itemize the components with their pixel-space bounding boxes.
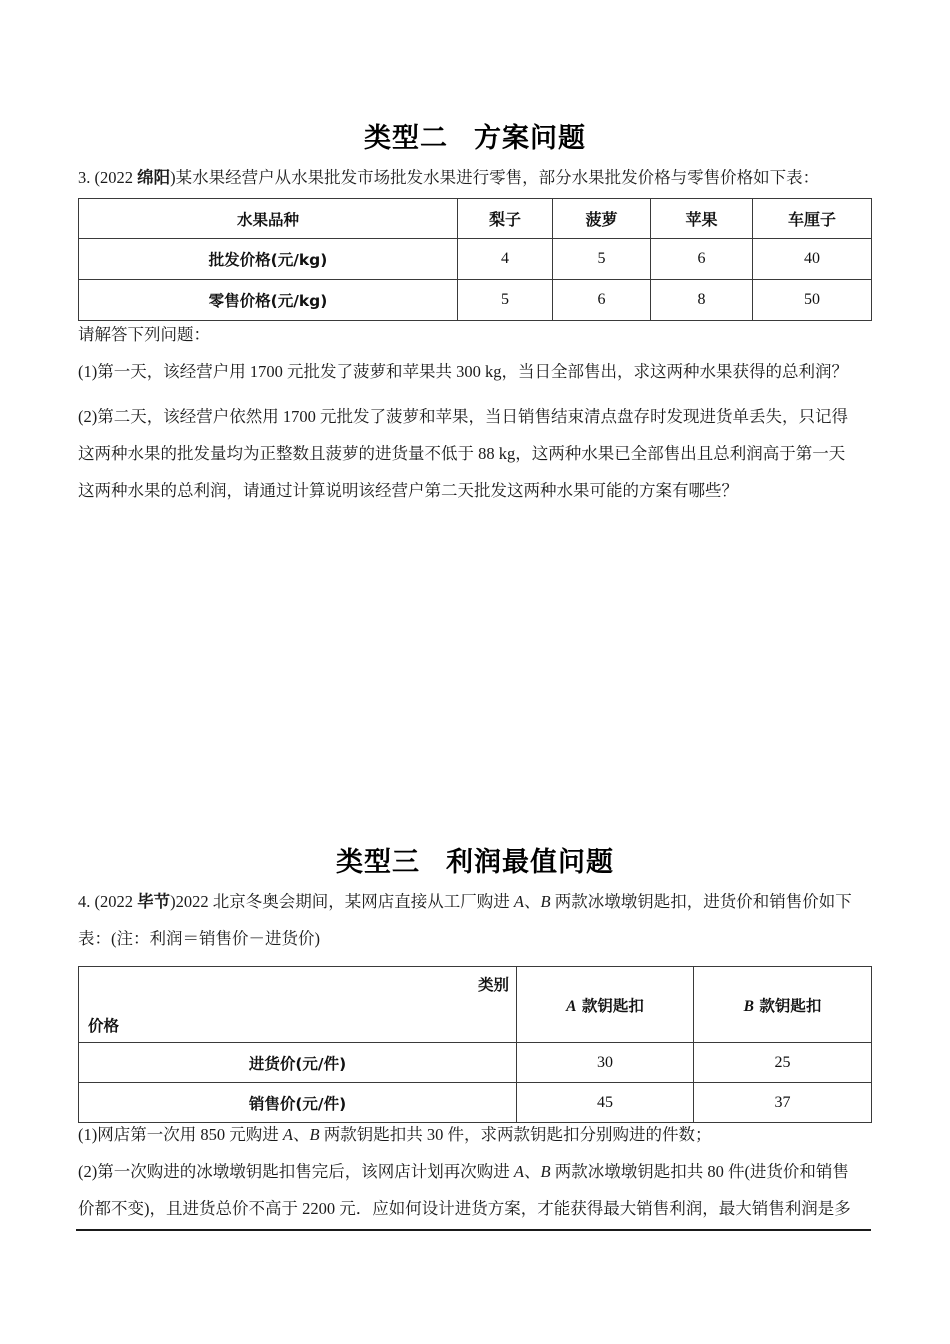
problem-4-source-city: 毕节 [137, 892, 171, 911]
keychain-table-row-1-label: 销售价(元/件) [79, 1083, 517, 1123]
problem-4-stem-line-2: 表：(注：利润＝销售价－进货价) [78, 929, 320, 948]
keychain-table-row-0-value-1: 25 [694, 1043, 872, 1083]
section-heading-type-two [0, 116, 950, 155]
problem-4-sub-2-var-a: A [513, 1162, 524, 1181]
table-row [79, 280, 872, 321]
problem-4-sub-2-a: (2)第一次购进的冰墩墩钥匙扣售完后，该网店计划再次购进 [78, 1162, 514, 1181]
problem-3-stem-text: 某水果经营户从水果批发市场批发水果进行零售，部分水果批发价格与零售价格如下表： [175, 168, 820, 187]
keychain-table-col-1 [694, 967, 872, 1043]
table-row [79, 1083, 872, 1123]
fruit-table-row-0-value-0: 4 [458, 239, 553, 280]
fruit-table-row-0-value-2: 6 [651, 239, 753, 280]
problem-4-sub-1-sep: 、 [292, 1125, 310, 1144]
keychain-table-col-1-var: B [743, 997, 754, 1015]
problem-3-source-city: 绵阳 [137, 168, 171, 187]
fruit-table-col-3: 车厘子 [753, 199, 872, 239]
fruit-table-col-0: 梨子 [458, 199, 553, 239]
fruit-table-row-1-value-3: 50 [753, 280, 872, 321]
fruit-table-row-0-label: 批发价格(元/kg) [79, 239, 458, 280]
problem-4-sub-2-line-2: 价都不变)，且进货总价不高于 2200 元．应如何设计进货方案，才能获得最大销售利润，最大销售利润是多 [78, 1199, 851, 1218]
fruit-table-col-2: 苹果 [651, 199, 753, 239]
problem-4-source-suffix: ) [170, 892, 176, 911]
problem-3-sub-2-line-3: 这两种水果的总利润，请通过计算说明该经营户第二天批发这两种水果可能的方案有哪些？ [78, 481, 738, 500]
keychain-table-row-0-label: 进货价(元/件) [79, 1043, 517, 1083]
fruit-table-row-1-value-2: 8 [651, 280, 753, 321]
fruit-price-table [78, 198, 872, 321]
table-row-header [79, 967, 872, 1043]
keychain-table-col-0-var: A [566, 997, 577, 1015]
problem-3-sub-1: (1)第一天，该经营户用 1700 元批发了菠萝和苹果共 300 kg，当日全部售出，求这两种水果获得的总利润？ [78, 362, 848, 381]
problem-4-stem-var-b: B [540, 892, 551, 911]
table-row-header [79, 199, 872, 239]
problem-3-sub-2-line-2: 这两种水果的批发量均为正整数且菠萝的进货量不低于 88 kg，这两种水果已全部售出且总利润高于第一天 [78, 444, 846, 463]
problem-3-source-prefix: (2022 [94, 168, 138, 187]
problem-3-source-suffix: ) [170, 168, 176, 187]
section-heading-type-three-left: 类型三 [336, 847, 420, 878]
fruit-table-row-0-value-1: 5 [553, 239, 651, 280]
section-heading-type-three [0, 840, 950, 879]
keychain-table-row-1-value-0: 45 [517, 1083, 694, 1123]
problem-4-sub-1-var-b: B [309, 1125, 320, 1144]
table-row [79, 1043, 872, 1083]
keychain-table-row-1-value-1: 37 [694, 1083, 872, 1123]
section-heading-type-three-right: 利润最值问题 [446, 847, 614, 878]
problem-4-sub-2-line-1 [78, 1164, 849, 1181]
problem-4-sub-2-var-b: B [540, 1162, 551, 1181]
fruit-table-row-0-value-3: 40 [753, 239, 872, 280]
problem-4-stem-sep: 、 [523, 892, 541, 911]
fruit-table-row-1-value-0: 5 [458, 280, 553, 321]
fruit-table-col-1: 菠萝 [553, 199, 651, 239]
problem-4-stem-var-a: A [513, 892, 524, 911]
problem-3-sub-2-line-1: (2)第二天，该经营户依然用 1700 元批发了菠萝和苹果，当日销售结束清点盘存时发现进货单丢失，只记得 [78, 407, 848, 426]
keychain-table-col-0-rest: 款钥匙扣 [576, 996, 644, 1015]
table-row [79, 239, 872, 280]
problem-3-number: 3. [78, 168, 91, 187]
keychain-table-col-1-rest: 款钥匙扣 [753, 996, 822, 1015]
fruit-table-row-1-label: 零售价格(元/kg) [79, 280, 458, 321]
problem-4-sub-1 [78, 1127, 711, 1144]
section-heading-type-two-left: 类型二 [364, 123, 448, 154]
keychain-table-corner-price: 价格 [88, 1017, 120, 1035]
keychain-table-col-0 [517, 967, 694, 1043]
fruit-table-corner-label: 水果品种 [79, 199, 458, 239]
keychain-table-corner-category: 类别 [477, 976, 509, 994]
page-footer-rule [76, 1229, 871, 1231]
problem-3-stem [78, 170, 819, 187]
problem-4-stem-line-1 [78, 894, 852, 911]
problem-4-source-prefix: (2022 [94, 892, 138, 911]
problem-3-prompt: 请解答下列问题： [78, 325, 210, 344]
keychain-price-table [78, 966, 872, 1123]
problem-4-stem-c: 两款冰墩墩钥匙扣，进货价和销售价如下 [550, 892, 852, 911]
problem-4-stem-a: 2022 北京冬奥会期间，某网店直接从工厂购进 [175, 892, 514, 911]
problem-4-sub-1-c: 两款钥匙扣共 30 件，求两款钥匙扣分别购进的件数； [319, 1125, 712, 1144]
problem-4-number: 4. [78, 892, 91, 911]
fruit-table-row-1-value-1: 6 [553, 280, 651, 321]
keychain-table-corner [79, 967, 517, 1043]
keychain-table-row-0-value-0: 30 [517, 1043, 694, 1083]
problem-4-sub-2-c: 两款冰墩墩钥匙扣共 80 件(进货价和销售 [550, 1162, 849, 1181]
section-heading-type-two-right: 方案问题 [474, 123, 586, 154]
problem-4-sub-1-a: (1)网店第一次用 850 元购进 [78, 1125, 283, 1144]
problem-4-sub-2-sep: 、 [523, 1162, 541, 1181]
problem-4-sub-1-var-a: A [282, 1125, 293, 1144]
